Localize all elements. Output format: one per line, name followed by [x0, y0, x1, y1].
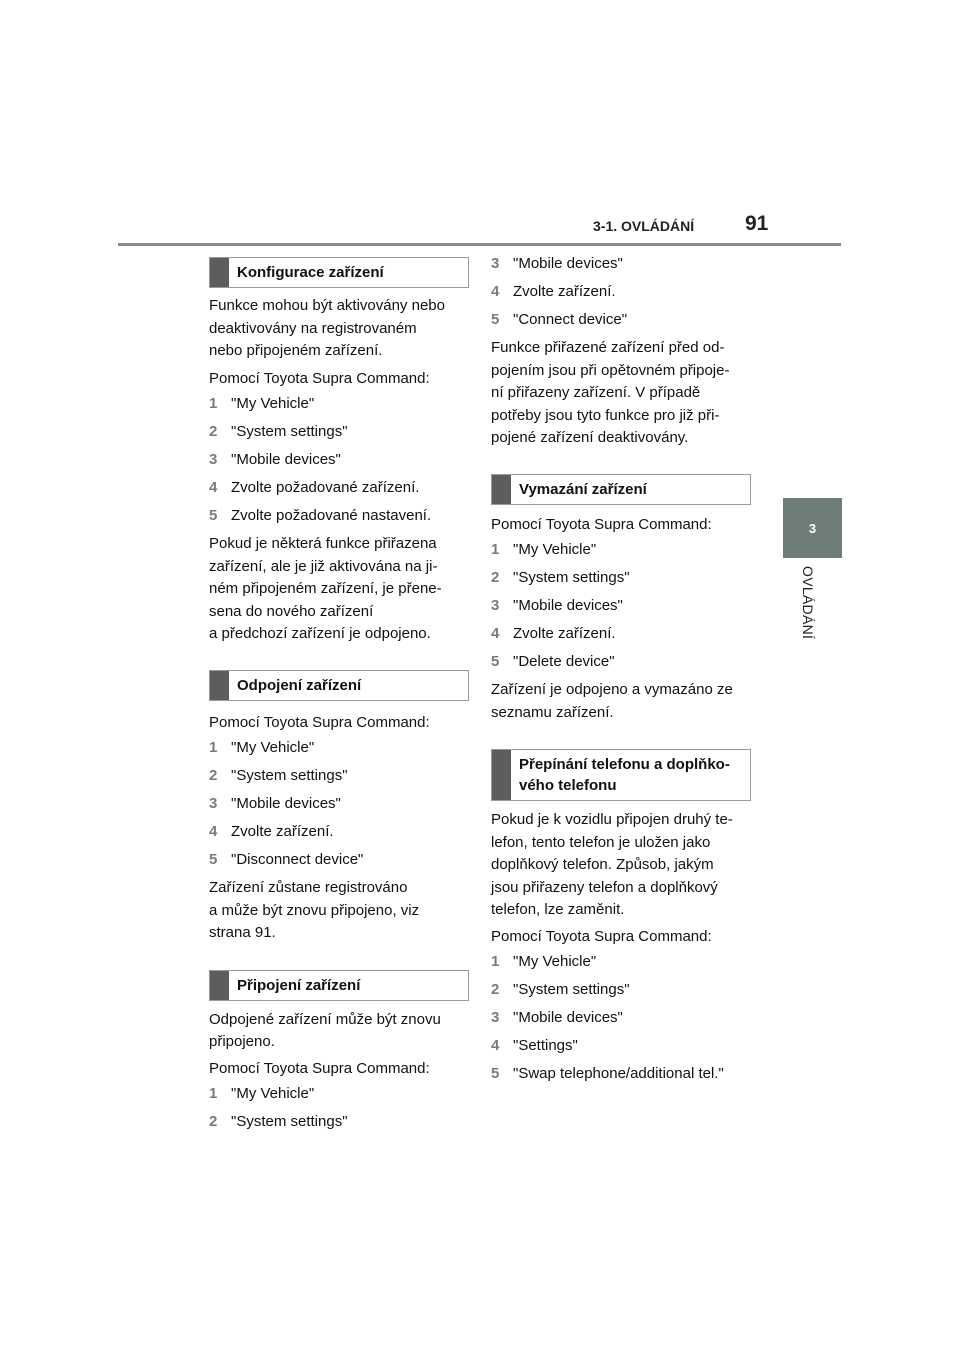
- list-item: 4 Zvolte požadované zařízení.: [209, 479, 420, 496]
- paragraph: Pokud je některá funkce přiřazena zařízení, ale je již aktivována na ji- ném připojeném zařízení, je přene- sena do nového zařízení a předchozí zařízení je odpojeno.: [209, 535, 442, 642]
- chapter-side-label: [796, 566, 816, 716]
- list-item: 4 Zvolte zařízení.: [209, 823, 334, 840]
- paragraph: Odpojené zařízení může být znovu připojeno.: [209, 1010, 441, 1050]
- list-item: 5 "Disconnect device": [209, 851, 364, 868]
- steps-list: [491, 951, 751, 1085]
- heading-marker: [492, 475, 511, 504]
- right-column: [491, 253, 751, 1085]
- paragraph: Pomocí Toyota Supra Command:: [209, 713, 430, 731]
- left-column: [209, 257, 469, 1133]
- section-heading-delete: [491, 474, 751, 505]
- heading-text: Konfigurace zařízení: [237, 264, 384, 281]
- list-item: 1 "My Vehicle": [209, 395, 315, 412]
- section-heading-swap-phone: [491, 749, 751, 801]
- heading-text: Připojení zařízení: [237, 976, 361, 994]
- steps-list: [209, 393, 469, 527]
- section-heading-configure: [209, 257, 469, 288]
- steps-list: [209, 737, 469, 871]
- list-item: 5 "Delete device": [491, 653, 615, 670]
- list-item: 1 "My Vehicle": [491, 953, 597, 970]
- list-item: 3 "Mobile devices": [209, 795, 341, 812]
- heading-marker: [210, 671, 229, 700]
- steps-list: [491, 539, 751, 673]
- list-item: 5 "Swap telephone/additional tel.": [491, 1065, 724, 1082]
- paragraph: Pokud je k vozidlu připojen druhý te- lefon, tento telefon je uložen jako doplňkový telefon. Způsob, jakým jsou přiřazeny telefon a doplňkový telefon, lze zaměnit.: [491, 811, 733, 918]
- heading-text: Vymazání zařízení: [519, 480, 647, 498]
- list-item: 4 "Settings": [491, 1037, 578, 1054]
- heading-marker: [210, 971, 229, 1000]
- steps-list: [491, 253, 751, 331]
- paragraph: Zařízení zůstane registrováno a může být znovu připojeno, viz strana 91.: [209, 879, 420, 941]
- list-item: 2 "System settings": [491, 569, 630, 586]
- steps-list: [209, 1083, 469, 1133]
- heading-marker: [210, 258, 229, 287]
- heading-text: Odpojení zařízení: [237, 676, 362, 694]
- list-item: 2 "System settings": [209, 767, 348, 784]
- paragraph: Pomocí Toyota Supra Command:: [491, 515, 712, 533]
- list-item: 3 "Mobile devices": [491, 255, 623, 272]
- list-item: 3 "Mobile devices": [209, 451, 341, 468]
- chapter-side-label-text: OVLÁDÁNÍ: [800, 566, 816, 640]
- section-heading-disconnect: [209, 670, 469, 701]
- list-item: 1 "My Vehicle": [209, 739, 315, 756]
- paragraph: Funkce přiřazené zařízení před od- pojením jsou při opětovném připoje- ní přiřazeny zařízení. V případě potřeby jsou tyto funkce pro již při- pojené zařízení deaktivovány.: [491, 339, 730, 446]
- section-heading-connect: [209, 970, 469, 1001]
- list-item: 2 "System settings": [491, 981, 630, 998]
- paragraph: Pomocí Toyota Supra Command:: [491, 927, 712, 945]
- list-item: 5 "Connect device": [491, 311, 628, 328]
- list-item: 1 "My Vehicle": [491, 541, 597, 558]
- heading-text: Přepínání telefonu a doplňko- vého telefonu: [519, 756, 730, 794]
- list-item: 5 Zvolte požadované nastavení.: [209, 507, 432, 524]
- list-item: 4 Zvolte zařízení.: [491, 625, 616, 642]
- list-item: 3 "Mobile devices": [491, 1009, 623, 1026]
- list-item: 2 "System settings": [209, 423, 348, 440]
- paragraph: Pomocí Toyota Supra Command:: [209, 1059, 430, 1077]
- list-item: 1 "My Vehicle": [209, 1085, 315, 1102]
- list-item: 4 Zvolte zařízení.: [491, 283, 616, 300]
- heading-marker: [492, 750, 511, 800]
- list-item: 2 "System settings": [209, 1113, 348, 1130]
- header-divider: [118, 243, 841, 246]
- page-number: 91: [745, 212, 769, 235]
- chapter-tab[interactable]: 3: [783, 498, 842, 558]
- paragraph: Pomocí Toyota Supra Command:: [209, 369, 430, 387]
- paragraph: Funkce mohou být aktivovány nebo deaktivovány na registrovaném nebo připojeném zařízení.: [209, 297, 445, 359]
- chapter-title: 3-1. OVLÁDÁNÍ: [593, 218, 695, 234]
- list-item: 3 "Mobile devices": [491, 597, 623, 614]
- paragraph: Zařízení je odpojeno a vymazáno ze seznamu zařízení.: [491, 681, 733, 721]
